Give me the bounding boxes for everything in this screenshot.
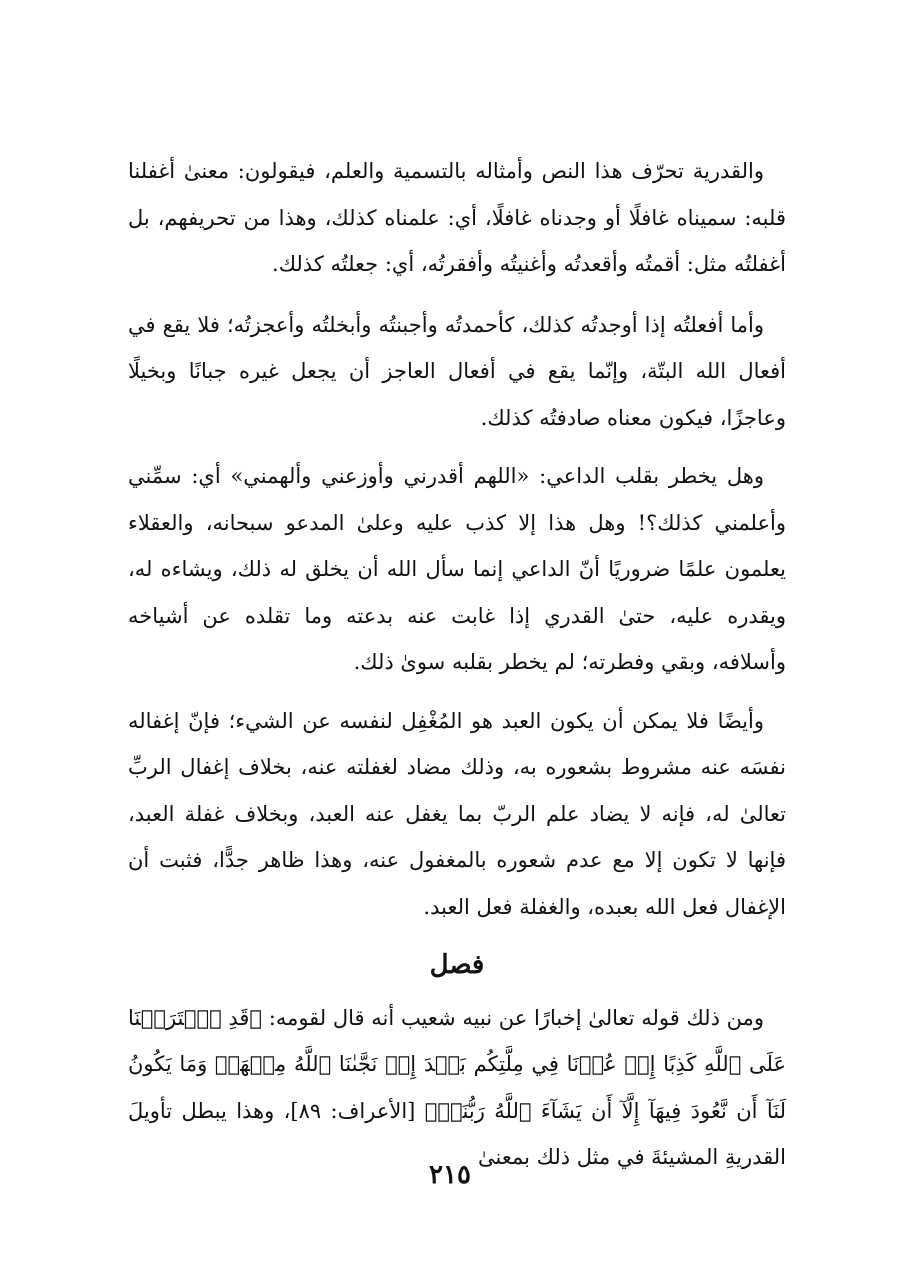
paragraph-5-outro: ، وهذا يبطل تأويلَ القدريةِ المشيئةَ في مثل ذلك بمعنىٰ [128, 1098, 786, 1169]
body-text [128, 148, 786, 1193]
section-heading: فصل [429, 950, 485, 980]
quran-verse: ﴿قَدِ ٱفۡتَرَيۡنَا عَلَى ٱللَّهِ كَذِبًا إِنۡ عُدۡنَا فِي مِلَّتِكُم بَعۡدَ إِذۡ نَجَّىٰنَا ٱللَّهُ مِنۡهَاۚ وَمَا يَكُونُ لَنَآ أَن نَّعُودَ فِيهَآ إِلَّآ أَن يَشَآءَ ٱللَّهُ رَبُّنَاۚ﴾ [128, 1005, 786, 1123]
verse-citation: [الأعراف: ٨٩] [290, 1098, 425, 1123]
page-number: ٢١٥ [429, 1160, 471, 1190]
paragraph-2: وأما أفعلتُه إذا أوجدتُه كذلك، كأحمدتُه وأجبنتُه وأبخلتُه وأعجزتُه؛ فلا يقع في أفعال الله البتّة، وإنّما يقع في أفعال العاجز أن يجعل غيره جبانًا وبخيلًا وعاجزًا، فيكون معناه صادفتُه كذلك. [128, 312, 786, 430]
paragraph-5-intro: ومن ذلك قوله تعالىٰ إخبارًا عن نبيه شعيب أنه قال لقومه: [262, 1005, 764, 1030]
paragraph-1: والقدرية تحرّف هذا النص وأمثاله بالتسمية والعلم، فيقولون: معنىٰ أغفلنا قلبه: سميناه غافلًا أو وجدناه غافلًا، أي: علمناه كذلك، وهذا من تحريفهم، بل أغفلتُه مثل: أقمتُه وأقعدتُه وأغنيتُه وأفقرتُه، أي: جعلتُه كذلك. [128, 159, 786, 276]
paragraph-3: وهل يخطر بقلب الداعي: «اللهم أقدرني وأوزعني وألهمني» أي: سمِّني وأعلمني كذلك؟! وهل هذا إلا كذب عليه وعلىٰ المدعو سبحانه، والعقلاء يعلمون علمًا ضروريًا أنّ الداعي إنما سأل الله أن يخلق له ذلك، ويشاءه له، ويقدره عليه، حتىٰ القدري إذا غابت عنه بدعته وما تقلده عن أشياخه وأسلافه، وبقي وفطرته؛ لم يخطر بقلبه سوىٰ ذلك. [128, 464, 786, 674]
paragraph-5 [128, 995, 786, 1181]
paragraph-4: وأيضًا فلا يمكن أن يكون العبد هو المُغْفِل لنفسه عن الشيء؛ فإنّ إغفاله نفسَه عنه مشروط بشعوره به، وذلك مضاد لغفلته عنه، بخلاف إغفال الربِّ تعالىٰ له، فإنه لا يضاد علم الربّ بما يغفل عنه العبد، وبخلاف غفلة العبد، فإنها لا تكون إلا مع عدم شعوره بالمغفول عنه، وهذا ظاهر جدًّا، فثبت أن الإغفال فعل الله بعبده، والغفلة فعل العبد. [128, 708, 786, 919]
